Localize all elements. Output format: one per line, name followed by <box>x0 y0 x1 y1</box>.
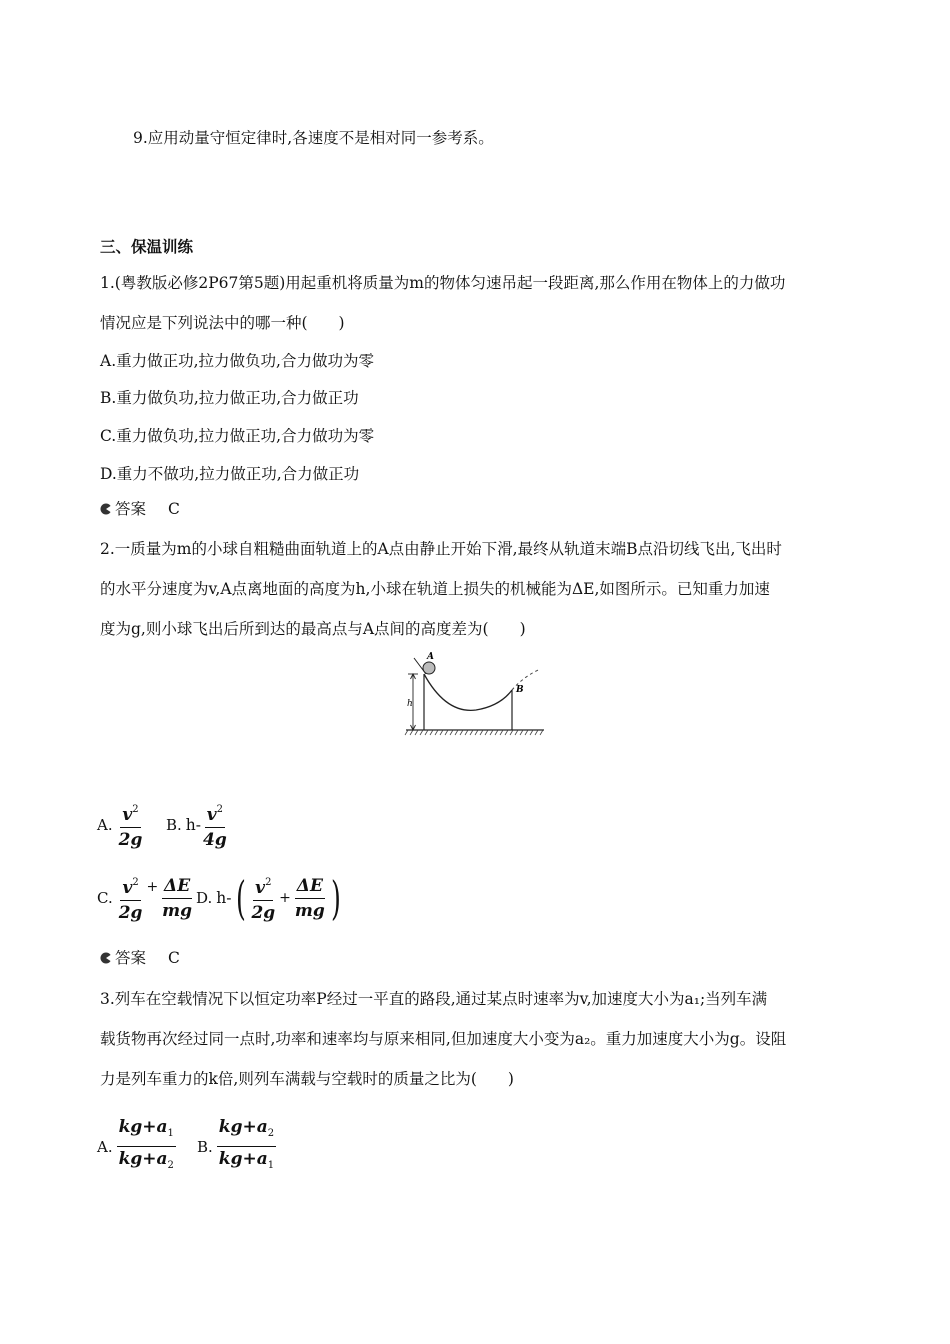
q2-answer <box>100 947 180 969</box>
q1-option-c: C.重力做负功,拉力做正功,合力做功为零 <box>100 427 375 445</box>
rule-9: 9.应用动量守恒定律时,各速度不是相对同一参考系。 <box>133 129 494 147</box>
fraction-v2-over-4g: $\frac{v^2}{4g}$ <box>201 800 229 850</box>
q1-answer-value: C <box>168 500 180 518</box>
label-b: B <box>516 685 524 695</box>
q2-answer-value: C <box>168 949 180 967</box>
fraction-v2-over-2g: $\frac{v^2}{2g}$ <box>117 800 145 850</box>
q1-stem-line1: 1.(粤教版必修2P67第5题)用起重机将质量为m的物体匀速吊起一段距离,那么作用在物体上的力做功 <box>100 274 786 292</box>
q2-option-d: D. h- ( $\frac{v^2}{2g}$ + $\frac{\Delta E}{mg}$ ) <box>196 871 341 925</box>
q2-stem-line3: 度为g,则小球飞出后所到达的最高点与A点间的高度差为( ) <box>100 620 526 638</box>
section-title: 三、保温训练 <box>100 238 194 256</box>
q3-stem-line1: 3.列车在空载情况下以恒定功率P经过一平直的路段,通过某点时速率为v,加速度大小为a₁;当列车满 <box>100 990 768 1008</box>
q1-answer <box>100 498 180 520</box>
fraction-dE-over-mg: $\frac{\Delta E}{mg}$ <box>162 875 193 921</box>
fraction-kga2-over-kga1: $\frac{kg+a_2}{kg+a_1}$ <box>218 1117 275 1171</box>
label-h: h <box>407 699 413 709</box>
q1-answer-label: 答案 <box>115 500 147 518</box>
q2-stem-line2: 的水平分速度为v,A点离地面的高度为h,小球在轨道上损失的机械能为ΔE,如图所示。已知重力加速 <box>100 580 770 598</box>
q3-option-a: A. $\frac{kg+a_1}{kg+a_2}$ <box>97 1117 176 1176</box>
q2-stem-line1: 2.一质量为m的小球自粗糙曲面轨道上的A点由静止开始下滑,最终从轨道末端B点沿切线飞出,飞出时 <box>100 540 782 558</box>
q3-stem-line3: 力是列车重力的k倍,则列车满载与空载时的质量之比为( ) <box>100 1070 514 1088</box>
q1-option-d: D.重力不做功,拉力做正功,合力做正功 <box>100 465 360 483</box>
q2-option-a: A. $\frac{v^2}{2g}$ <box>97 800 144 850</box>
q3-stem-line2: 载货物再次经过同一点时,功率和速率均与原来相同,但加速度大小变为a₂。重力加速度大小为g。设阻 <box>100 1030 787 1048</box>
q1-option-b: B.重力做负功,拉力做正功,合力做正功 <box>100 389 359 407</box>
q1-stem-line2: 情况应是下列说法中的哪一种( ) <box>100 314 345 332</box>
fraction-kga1-over-kga2: $\frac{kg+a_1}{kg+a_2}$ <box>118 1117 174 1171</box>
q3-option-b: B. $\frac{kg+a_2}{kg+a_1}$ <box>197 1117 276 1176</box>
answer-icon <box>100 503 112 515</box>
q2-option-c: C. $\frac{v^2}{2g}$ + $\frac{\Delta E}{mg}$ <box>97 873 194 923</box>
track-figure <box>398 650 548 740</box>
fraction-v2-over-2g: $\frac{v^2}{2g}$ <box>249 873 277 923</box>
q2-option-b: B. h- $\frac{v^2}{4g}$ <box>162 800 229 850</box>
label-a: A <box>427 652 434 662</box>
answer-icon <box>100 952 112 964</box>
fraction-dE-over-mg: $\frac{\Delta E}{mg}$ <box>294 875 325 921</box>
q2-answer-label: 答案 <box>115 949 147 967</box>
q1-option-a: A.重力做正功,拉力做负功,合力做功为零 <box>100 352 374 370</box>
fraction-v2-over-2g: $\frac{v^2}{2g}$ <box>117 873 145 923</box>
